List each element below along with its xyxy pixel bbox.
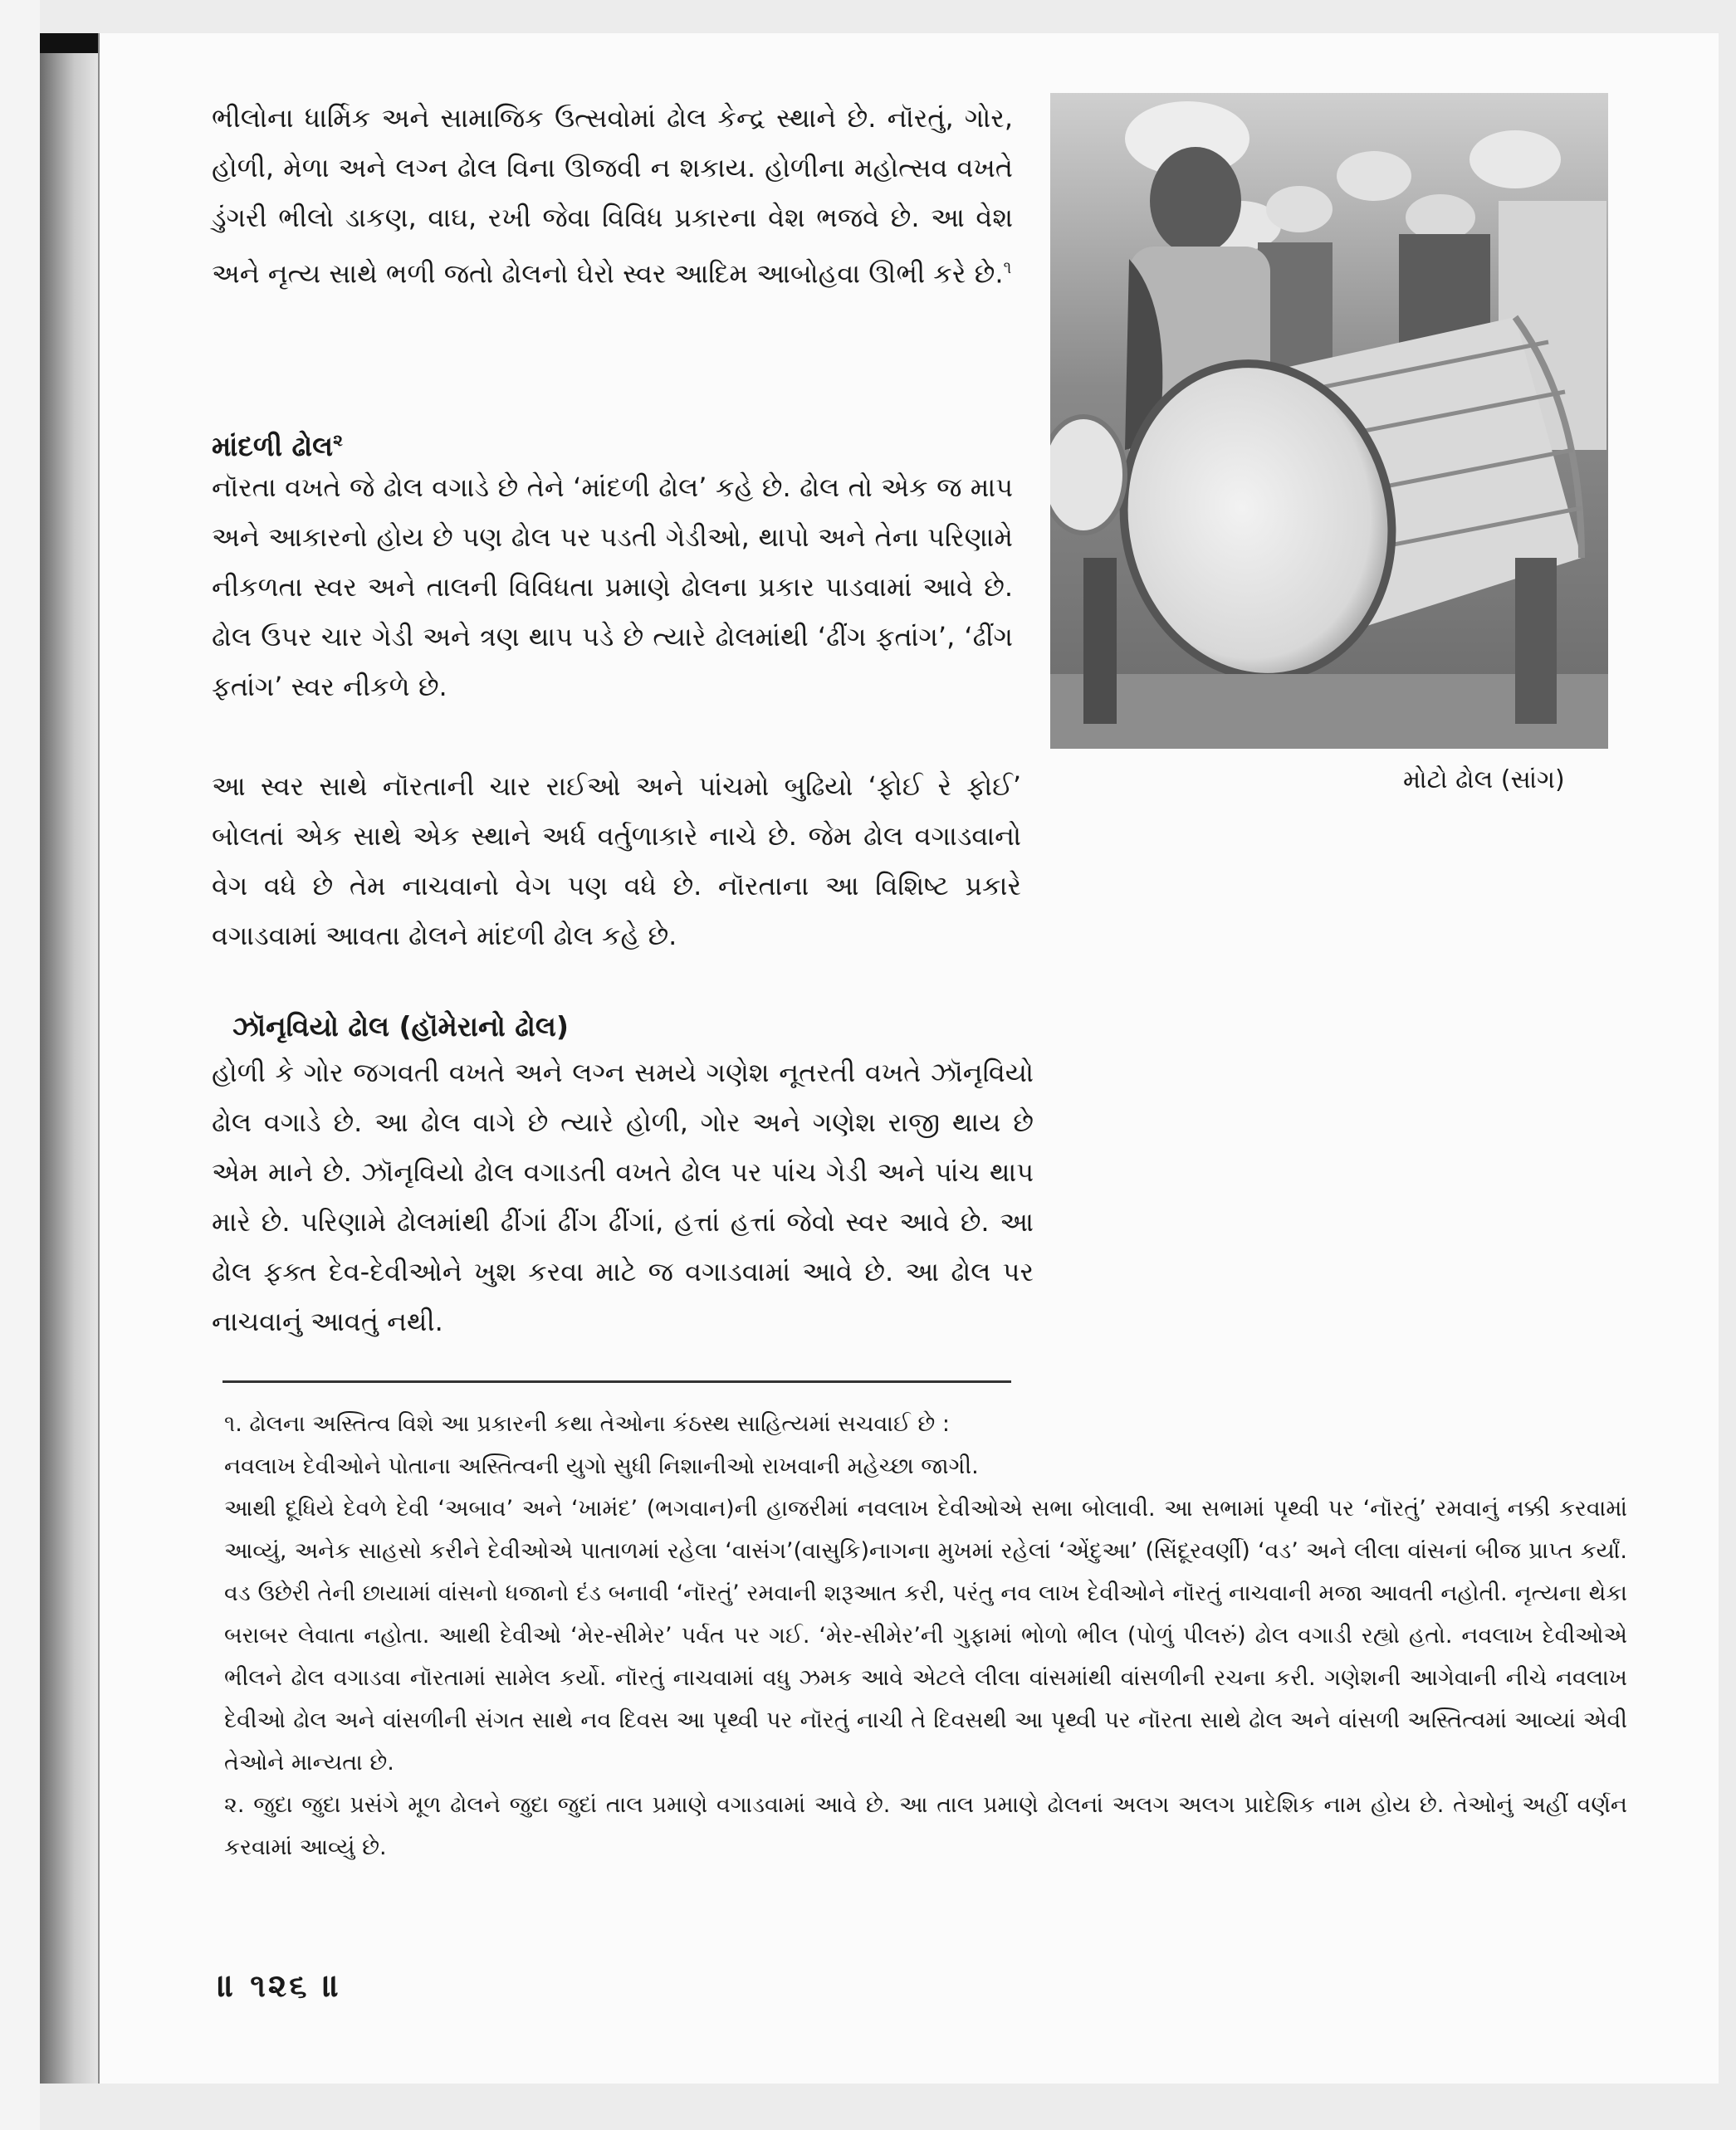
footnote-ref-1: ૧ — [1003, 257, 1012, 277]
page-stack-edge — [40, 33, 98, 2084]
section2-paragraph — [212, 1048, 1034, 1346]
footnote-1-line: નવલાખ દેવીઓને પોતાના અસ્તિત્વની યુગો સુધી નિશાનીઓ રાખવાની મહેચ્છા જાગી. — [224, 1453, 979, 1479]
book-edge — [0, 0, 40, 2130]
section1-text-b: આ સ્વર સાથે નૉરતાની ચાર રાઈઓ અને પાંચમો બુઢિયો ‘ફોઈ રે ફોઈ’ બોલતાં એક સાથે એક સ્થાને અર્ધ વર્તુળાકારે નાચે છે. જેમ ઢોલ વગાડવાનો વેગ વધે છે તેમ નાચવાનો વેગ પણ વધે છે. નૉરતાના આ વિશિષ્ટ પ્રકારે વગાડવામાં આવતા ઢોલને માંદળી ઢોલ કહે છે. — [212, 770, 1021, 951]
page-number: ॥ ૧૨૬ ॥ — [218, 1967, 342, 2004]
section-heading-mandali — [212, 419, 343, 467]
intro-paragraph — [212, 93, 1013, 299]
section1-text-a: નૉરતા વખતે જે ઢોલ વગાડે છે તેને ‘માંદળી ઢોલ’ કહે છે. ઢોલ તો એક જ માપ અને આકારનો હોય છે પણ ઢોલ પર પડતી ગેડીઓ, થાપો અને તેના પરિણામે નીકળતા સ્વર અને તાલની વિવિધતા પ્રમાણે ઢોલના પ્રકાર પાડવામાં આવે છે. ઢોલ ઉપર ચાર ગેડી અને ત્રણ થાપ પડે છે ત્યારે ઢોલમાંથી ‘ઢીંગ ફતાંગ’, ‘ઢીંગ ફતાંગ’ સ્વર નીકળે છે. — [212, 471, 1013, 702]
intro-text: ભીલોના ધાર્મિક અને સામાજિક ઉત્સવોમાં ઢોલ કેન્દ્ર સ્થાને છે. નૉરતું, ગોર, હોળી, મેળા અને લગ્ન ઢોલ વિના ઊજવી ન શકાય. હોળીના મહોત્સવ વખતે ડુંગરી ભીલો ડાકણ, વાઘ, રખી જેવા વિવિધ પ્રકારના વેશ ભજવે છે. આ વેશ અને નૃત્ય સાથે ભળી જતો ઢોલનો ઘેરો સ્વર આદિમ આબોહવા ઊભી કરે છે. — [212, 102, 1013, 290]
footnote-2: ૨. જુદા જુદા પ્રસંગે મૂળ ઢોલને જુદા જુદાં તાલ પ્રમાણે વગાડવામાં આવે છે. આ તાલ પ્રમાણે ઢોલનાં અલગ અલગ પ્રાદેશિક નામ હોય છે. તેઓનું અહીં વર્ણન કરવામાં આવ્યું છે. — [224, 1792, 1627, 1860]
drum-photo — [1050, 93, 1608, 749]
footnote-ref-2: ૨ — [333, 430, 343, 450]
section1-paragraph-a — [212, 462, 1013, 711]
footnote-1-body: આથી દૂધિયે દેવળે દેવી ‘અબાવ’ અને ‘ખામંદ’ (ભગવાન)ની હાજરીમાં નવલાખ દેવીઓએ સભા બોલાવી. આ સભામાં પૃથ્વી પર ‘નૉરતું’ રમવાનું નક્કી કરવામાં આવ્યું, અનેક સાહસો કરીને દેવીઓએ પાતાળમાં રહેલા ‘વાસંગ’(વાસુકિ)નાગના મુખમાં રહેલાં ‘એંદુઆ’ (સિંદૂરવર્ણી) ‘વડ’ અને લીલા વાંસનાં બીજ પ્રાપ્ત કર્યાં. વડ ઉછેરી તેની છાયામાં વાંસનો ધજાનો દંડ બનાવી ‘નૉરતું’ રમવાની શરૂઆત કરી, પરંતુ નવ લાખ દેવીઓને નૉરતું નાચવાની મજા આવતી નહોતી. નૃત્યના થેકા બરાબર લેવાતા નહોતા. આથી દેવીઓ ‘મેર-સીમેર’ પર્વત પર ગઈ. ‘મેર-સીમેર’ની ગુફામાં ભોળો ભીલ (પોળું પીલરું) ઢોલ વગાડી રહ્યો હતો. નવલાખ દેવીઓએ ભીલને ઢોલ વગાડવા નૉરતામાં સામેલ કર્યો. નૉરતું નાચવામાં વધુ ઝમક આવે એટલે લીલા વાંસમાંથી વાંસળીની રચના કરી. ગણેશની આગેવાની નીચે નવલાખ દેવીઓ ઢોલ અને વાંસળીની સંગત સાથે નવ દિવસ આ પૃથ્વી પર નૉરતું નાચી તે દિવસથી આ પૃથ્વી પર નૉરતા સાથે ઢોલ અને વાંસળી અસ્તિત્વમાં આવ્યાં એવી તેઓને માન્યતા છે. — [224, 1496, 1627, 1776]
section-heading-jonuviyo-text: ઝૉનૃવિયો ઢોલ (હૉમેરાનો ઢોલ) — [232, 1010, 569, 1043]
footnotes — [224, 1403, 1627, 1869]
drum-photo-illustration — [1050, 93, 1608, 749]
section-heading-jonuviyo — [232, 1006, 569, 1048]
footnote-1-intro: ૧. ઢોલના અસ્તિત્વ વિશે આ પ્રકારની કથા તેઓના કંઠસ્થ સાહિત્યમાં સચવાઈ છે : — [224, 1411, 950, 1437]
footnote-divider — [223, 1380, 1011, 1383]
section2-text: હોળી કે ગોર જગવતી વખતે અને લગ્ન સમયે ગણેશ નૂતરતી વખતે ઝૉનૃવિયો ઢોલ વગાડે છે. આ ઢોલ વાગે છે ત્યારે હોળી, ગોર અને ગણેશ રાજી થાય છે એમ માને છે. ઝૉનૃવિયો ઢોલ વગાડતી વખતે ઢોલ પર પાંચ ગેડી અને પાંચ થાપ મારે છે. પરિણામે ઢોલમાંથી ઢીંગાં ઢીંગ ઢીંગાં, હત્તાં હત્તાં જેવો સ્વર આવે છે. આ ઢોલ ફક્ત દેવ-દેવીઓને ખુશ કરવા માટે જ વગાડવામાં આવે છે. આ ઢોલ પર નાચવાનું આવતું નથી. — [212, 1057, 1034, 1337]
section1-paragraph-b — [212, 761, 1021, 960]
section-heading-mandali-text: માંદળી ઢોલ — [212, 430, 334, 462]
photo-caption: મોટો ઢોલ (સાંગ) — [1403, 765, 1565, 794]
